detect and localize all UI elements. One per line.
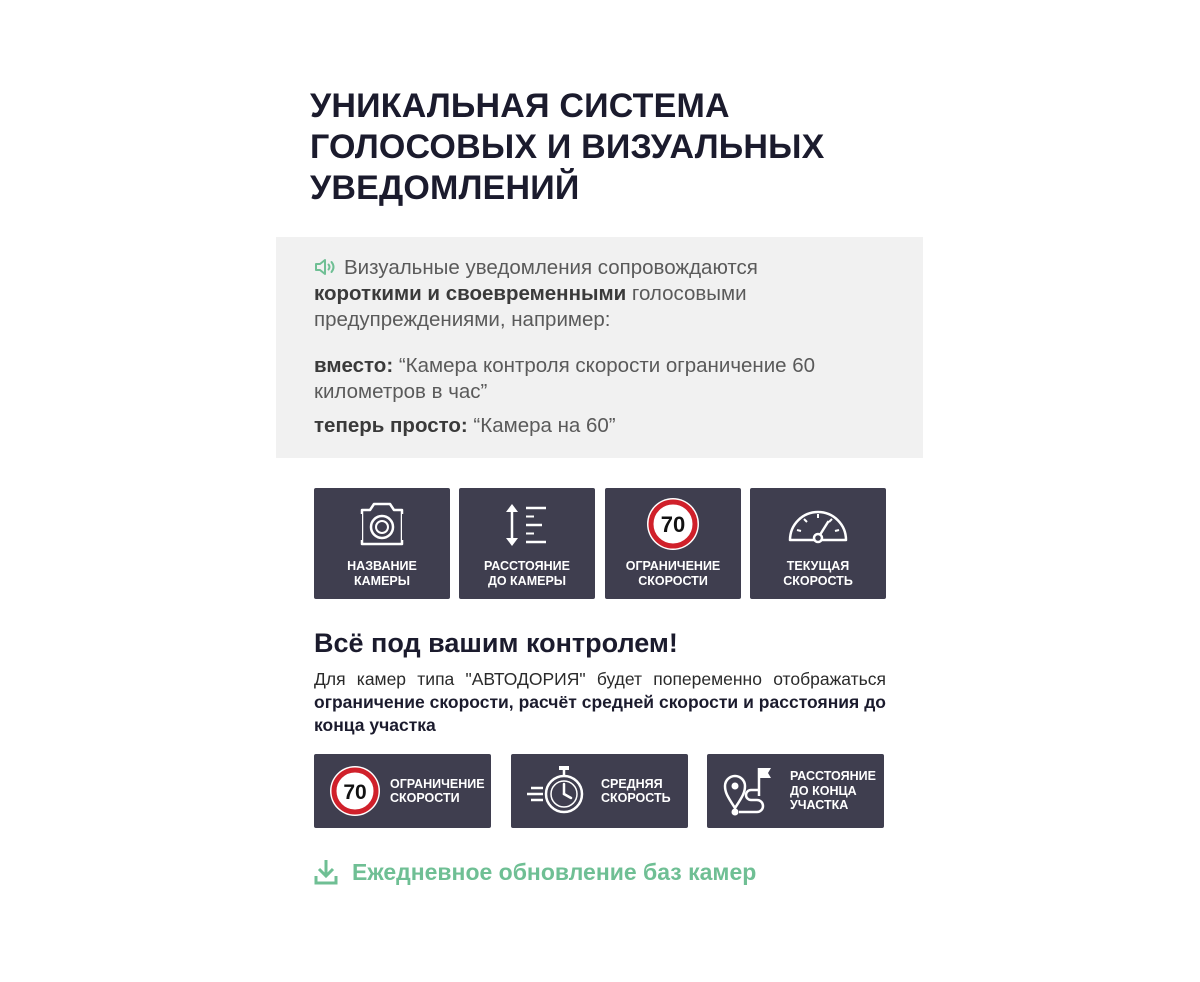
tile-speed-limit: 70 ОГРАНИЧЕНИЕ СКОРОСТИ [605, 488, 741, 599]
stopwatch-icon [525, 764, 585, 818]
title-line-3: УВЕДОМЛЕНИЙ [310, 169, 580, 207]
speed-limit-sign-icon [645, 496, 701, 552]
camera-icon [354, 500, 410, 550]
feature-tiles [314, 488, 886, 599]
tile-distance-to-end: РАССТОЯНИЕ ДО КОНЦА УЧАСТКА [707, 754, 884, 828]
daily-update-link[interactable] [314, 858, 756, 886]
svg-text:70: 70 [660, 512, 686, 537]
example-instead: вместо: “Камера контроля скорости ограничение 60 километров в час” [314, 354, 816, 403]
distance-icon [502, 500, 552, 550]
tile-speed-limit-wide: 70 ОГРАНИЧЕНИЕ СКОРОСТИ [314, 754, 491, 828]
route-finish-icon [721, 764, 775, 818]
page-title [310, 86, 910, 209]
title-line-2: ГОЛОСОВЫХ И ВИЗУАЛЬНЫХ [310, 128, 825, 166]
voice-intro: Визуальные уведомления сопровождаются короткими и своевременными голосовыми предупреждениями, например: [314, 256, 758, 331]
control-heading: Всё под вашим контролем! [314, 628, 678, 658]
tile-current-speed: ТЕКУЩАЯ СКОРОСТЬ [750, 488, 886, 599]
speedometer-icon [786, 500, 850, 550]
voice-notification-box [276, 237, 923, 458]
svg-text:70: 70 [343, 781, 367, 804]
tile-average-speed: СРЕДНЯЯ СКОРОСТЬ [511, 754, 688, 828]
title-line-1: УНИКАЛЬНАЯ СИСТЕМА [310, 87, 730, 125]
speed-limit-sign-icon [328, 764, 382, 818]
download-icon [314, 858, 338, 886]
daily-update-text: Ежедневное обновление баз камер [352, 858, 757, 885]
speaker-icon [314, 258, 338, 276]
tile-camera-name: НАЗВАНИЕ КАМЕРЫ [314, 488, 450, 599]
example-now: теперь просто: “Камера на 60” [314, 414, 616, 437]
control-description: Для камер типа "АВТОДОРИЯ" будет попеременно отображаться ограничение скорости, расчёт средней скорости и расстояния до конца участка [314, 669, 886, 735]
tile-distance-to-camera: РАССТОЯНИЕ ДО КАМЕРЫ [459, 488, 595, 599]
